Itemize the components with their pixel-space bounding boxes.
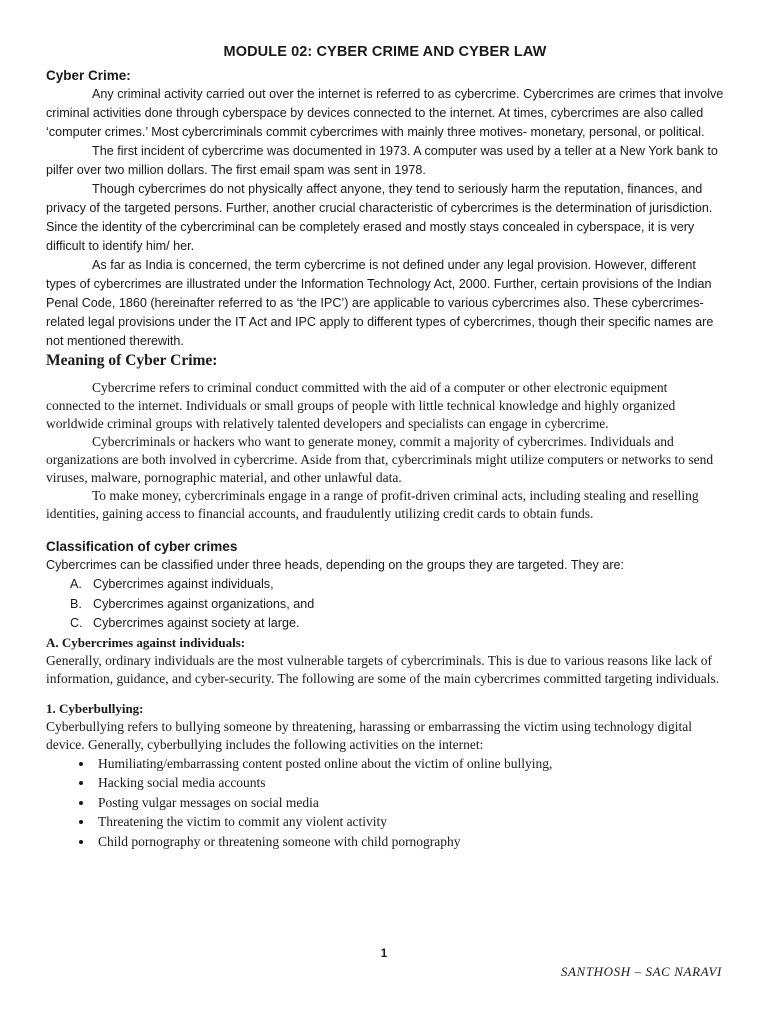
list-marker: C. — [70, 616, 83, 630]
document-page — [46, 44, 724, 851]
list-item: • Hacking social media accounts — [94, 773, 724, 793]
list-item: • Child pornography or threatening someone with child pornography — [94, 832, 724, 852]
list-marker: A. — [70, 577, 82, 591]
list-item: • Threatening the victim to commit any violent activity — [94, 812, 724, 832]
subsection-heading-cyberbullying: 1. Cyberbullying: — [46, 700, 144, 716]
list-item — [70, 614, 724, 634]
paragraph: Though cybercrimes do not physically affect anyone, they tend to seriously harm the reputation, finances, and privacy of the targeted persons. Further, another crucial characteristic of cybercrimes is the determination of jurisdiction. Since the identity of the cybercriminal can be completely erased and mostly stays concealed in cyberspace, it is very difficult to identify him/ her. — [46, 182, 713, 253]
page-number: 1 — [380, 948, 388, 960]
paragraph: Generally, ordinary individuals are the most vulnerable targets of cybercriminals. This is due to various reasons like lack of information, guidance, and cyber-security. The following are some of the main cybercrimes committed targeting individuals. — [46, 652, 720, 686]
list-item — [70, 595, 724, 615]
list-item-text: Cybercrimes against individuals, — [93, 577, 274, 591]
paragraph: To make money, cybercriminals engage in a range of profit-driven criminal acts, including stealing and reselling identities, gaining access to financial accounts, and fraudulently utilizing credit cards to obtain funds. — [46, 488, 699, 521]
section-heading-classification: Classification of cyber crimes — [46, 539, 238, 554]
classification-list — [46, 575, 724, 634]
subsection-heading-individuals: A. Cybercrimes against individuals: — [46, 634, 246, 650]
paragraph: Cybercriminals or hackers who want to generate money, commit a majority of cybercrimes. Individuals and organizations are both involved in cybercrime. Aside from that, cybercriminals might utilize computers or networks to send viruses, malware, pornographic material, and other unlawful data. — [46, 434, 714, 485]
list-item-text: Cybercrimes against society at large. — [93, 616, 300, 630]
list-item: • Posting vulgar messages on social media — [94, 793, 724, 813]
paragraph: Cybercrimes can be classified under three heads, depending on the groups they are targeted. They are: — [46, 558, 625, 572]
paragraph: Any criminal activity carried out over the internet is referred to as cybercrime. Cybercrimes are crimes that involve criminal activities done through cyberspace by devices connected to the internet. At times, cybercrimes are also called ‘computer crimes.’ Most cybercriminals commit cybercrimes with mainly three motives- monetary, personal, or political. — [46, 87, 724, 139]
list-item: • Humiliating/embarrassing content posted online about the victim of online bullying, — [94, 754, 724, 774]
paragraph: The first incident of cybercrime was documented in 1973. A computer was used by a teller at a New York bank to pilfer over two million dollars. The first email spam was sent in 1978. — [46, 144, 718, 177]
paragraph: Cyberbullying refers to bullying someone by threatening, harassing or embarrassing the victim using technology digital device. Generally, cyberbullying includes the following activities on the internet: — [46, 718, 692, 752]
list-item — [70, 575, 724, 595]
paragraph: Cybercrime refers to criminal conduct committed with the aid of a computer or other electronic equipment connected to the internet. Individuals or small groups of people with little technical knowledge and highly organized worldwide criminal groups with relatively talented developers and specialists can engage in cybercrime. — [46, 380, 676, 431]
list-item-text: Cybercrimes against organizations, and — [93, 596, 315, 611]
section-heading-cyber-crime: Cyber Crime: — [46, 68, 131, 83]
page-title: MODULE 02: CYBER CRIME AND CYBER LAW — [223, 44, 547, 60]
page-footer: SANTHOSH – SAC NARAVI — [560, 964, 722, 979]
paragraph: As far as India is concerned, the term cybercrime is not defined under any legal provision. However, different types of cybercrimes are illustrated under the Information Technology Act, 2000. Further, certain provisions of the Indian Penal Code, 1860 (hereinafter referred to as ‘the IPC’) are applicable to various cybercrimes also. These cybercrimes-related legal provisions under the IT Act and IPC apply to different types of cybercrimes, though their specific names are not mentioned therewith. — [46, 258, 714, 348]
list-marker: B. — [70, 596, 82, 611]
cyberbullying-list — [46, 754, 724, 852]
section-heading-meaning: Meaning of Cyber Crime: — [46, 352, 218, 369]
